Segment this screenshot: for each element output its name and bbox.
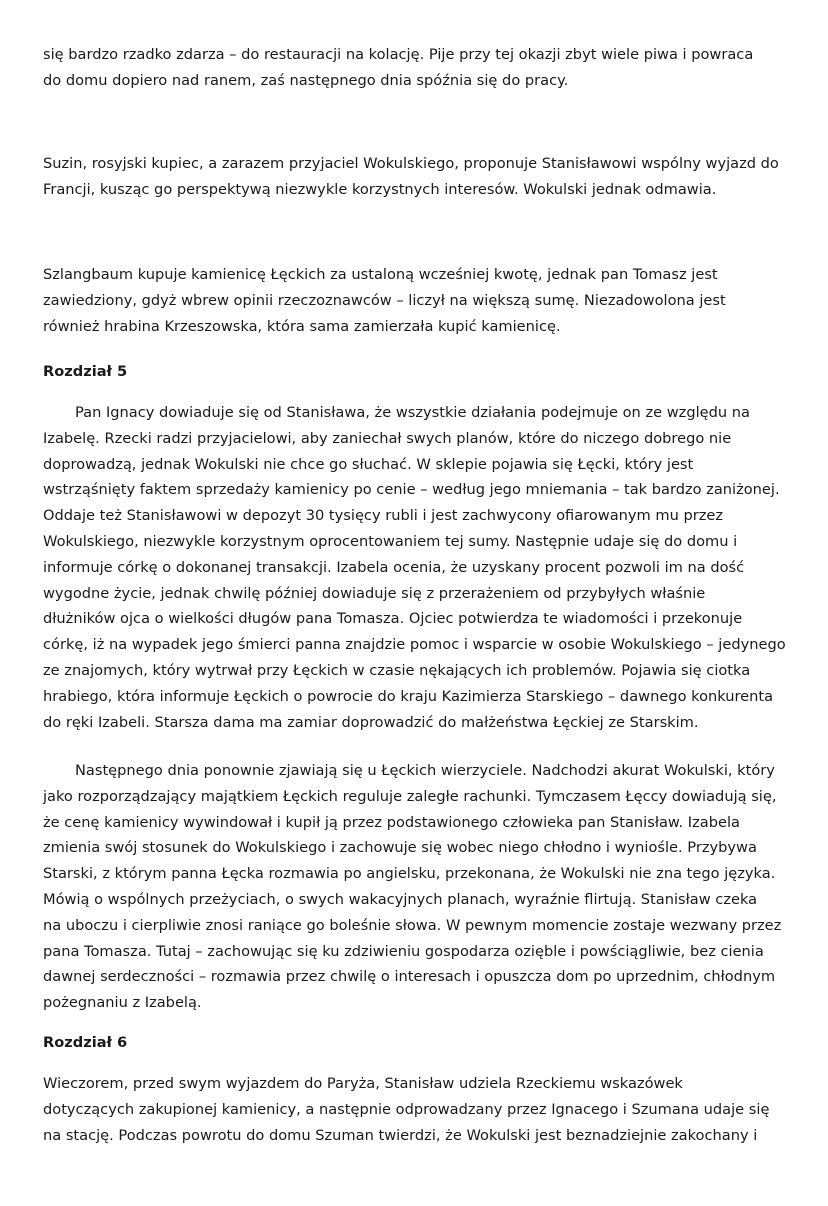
chapter-5-heading-block	[43, 359, 788, 385]
text-line: Starski, z którym panna Łęcka rozmawia po angielsku, przekonana, że Wokulski nie zna tego języka.	[43, 865, 776, 883]
text-line: hrabiego, która informuje Łęckich o powrocie do kraju Kazimierza Starskiego – dawnego konkurenta	[43, 687, 774, 705]
text-line: dawnej serdeczności – rozmawia przez chwilę o interesach i opuszcza dom po uprzednim, chłodnym	[43, 968, 776, 986]
chapter-heading: Rozdział 6	[43, 1034, 128, 1051]
text-line: zmienia swój stosunek do Wokulskiego i zachowuje się wobec niego chłodno i wyniośle. Przybywa	[43, 839, 757, 857]
text-line: dotyczących zakupionej kamienicy, a następnie odprowadzany przez Ignacego i Szumana udaje się	[43, 1100, 770, 1118]
text-line: również hrabina Krzeszowska, która sama zamierzała kupić kamienicę.	[43, 317, 561, 335]
paragraph-2	[43, 151, 788, 203]
text-line: zawiedziony, gdyż wbrew opinii rzeczoznawców – liczył na większą sumę. Niezadowolona jest	[43, 291, 726, 309]
paragraph-1	[43, 42, 788, 94]
text-line: pożegnaniu z Izabelą.	[43, 994, 202, 1012]
text-line: informuje córkę o dokonanej transakcji. Izabela ocenia, że uzyskany procent pozwoli im na dość	[43, 558, 745, 576]
text-line: Szlangbaum kupuje kamienicę Łęckich za ustaloną wcześniej kwotę, jednak pan Tomasz jest	[43, 266, 718, 283]
text-line: pana Tomasza. Tutaj – zachowując się ku zdziwieniu gospodarza ozięble i powściągliwie, bez cienia	[43, 942, 764, 960]
text-line: jako rozporządzający majątkiem Łęckich reguluje zaległe rachunki. Tymczasem Łęccy dowiadują się,	[43, 787, 777, 805]
text-line: Pan Ignacy dowiaduje się od Stanisława, że wszystkie działania podejmuje on ze względu na	[75, 404, 750, 421]
text-line: Mówią o wspólnych przeżyciach, o swych wakacyjnych planach, wyraźnie flirtują. Stanisław czeka	[43, 890, 758, 908]
text-line: na stację. Podczas powrotu do domu Szuman twierdzi, że Wokulski jest beznadziejnie zakochany i	[43, 1126, 758, 1144]
text-line: Wieczorem, przed swym wyjazdem do Paryża, Stanisław udziela Rzeckiemu wskazówek	[43, 1075, 683, 1092]
paragraph-4	[43, 400, 788, 735]
paragraph-5	[43, 758, 788, 1016]
paragraph-text	[43, 758, 788, 1016]
text-line: Suzin, rosyjski kupiec, a zarazem przyjaciel Wokulskiego, proponuje Stanisławowi wspólny wyjazd do	[43, 155, 779, 172]
text-line: wstrząśnięty faktem sprzedaży kamienicy po cenie – według jego mniemania – tak bardzo zaniżonej.	[43, 481, 780, 499]
text-line: Francji, kusząc go perspektywą niezwykle korzystnych interesów. Wokulski jednak odmawia.	[43, 180, 717, 198]
text-line: do ręki Izabeli. Starsza dama ma zamiar doprowadzić do małżeństwa Łęckiej ze Starskim.	[43, 713, 699, 731]
text-line: Następnego dnia ponownie zjawiają się u Łęckich wierzyciele. Nadchodzi akurat Wokulski, który	[75, 762, 775, 779]
paragraph-3	[43, 262, 788, 339]
text-line: dłużników ojca o wielkości długów pana Tomasza. Ojciec potwierdza te wiadomości i przekonuje	[43, 610, 743, 628]
paragraph-text	[43, 42, 788, 94]
text-line: wygodne życie, jednak chwilę później dowiaduje się z przerażeniem od przybyłych właśnie	[43, 584, 706, 602]
text-line: Izabelę. Rzecki radzi przyjacielowi, aby zaniechał swych planów, które do niczego dobrego nie	[43, 429, 732, 447]
paragraph-text	[43, 262, 788, 339]
paragraph-text	[43, 1071, 788, 1148]
text-line: że cenę kamienicy wywindował i kupił ją przez podstawionego człowieka pan Stanisław. Izabela	[43, 813, 740, 831]
text-line: ze znajomych, który wytrwał przy Łęckich w czasie nękających ich problemów. Pojawia się ciotka	[43, 661, 751, 679]
chapter-heading: Rozdział 5	[43, 363, 128, 380]
text-line: Oddaje też Stanisławowi w depozyt 30 tysięcy rubli i jest zachwycony ofiarowanym mu przez	[43, 507, 724, 525]
text-line: córkę, iż na wypadek jego śmierci panna znajdzie pomoc i wsparcie w osobie Wokulskiego – jedynego	[43, 636, 786, 654]
paragraph-6	[43, 1071, 788, 1148]
chapter-6-heading-block	[43, 1030, 788, 1056]
paragraph-text	[43, 151, 788, 203]
text-line: doprowadzą, jednak Wokulski nie chce go słuchać. W sklepie pojawia się Łęcki, który jest	[43, 455, 694, 473]
text-line: na uboczu i cierpliwie znosi raniące go boleśnie słowa. W pewnym momencie zostaje wezwany przez	[43, 916, 782, 934]
paragraph-text	[43, 400, 788, 735]
text-line: się bardzo rzadko zdarza – do restauracji na kolację. Pije przy tej okazji zbyt wiele piwa i powraca	[43, 46, 754, 63]
text-line: Wokulskiego, niezwykle korzystnym oprocentowaniem tej sumy. Następnie udaje się do domu i	[43, 532, 738, 550]
text-line: do domu dopiero nad ranem, zaś następnego dnia spóźnia się do pracy.	[43, 71, 569, 89]
